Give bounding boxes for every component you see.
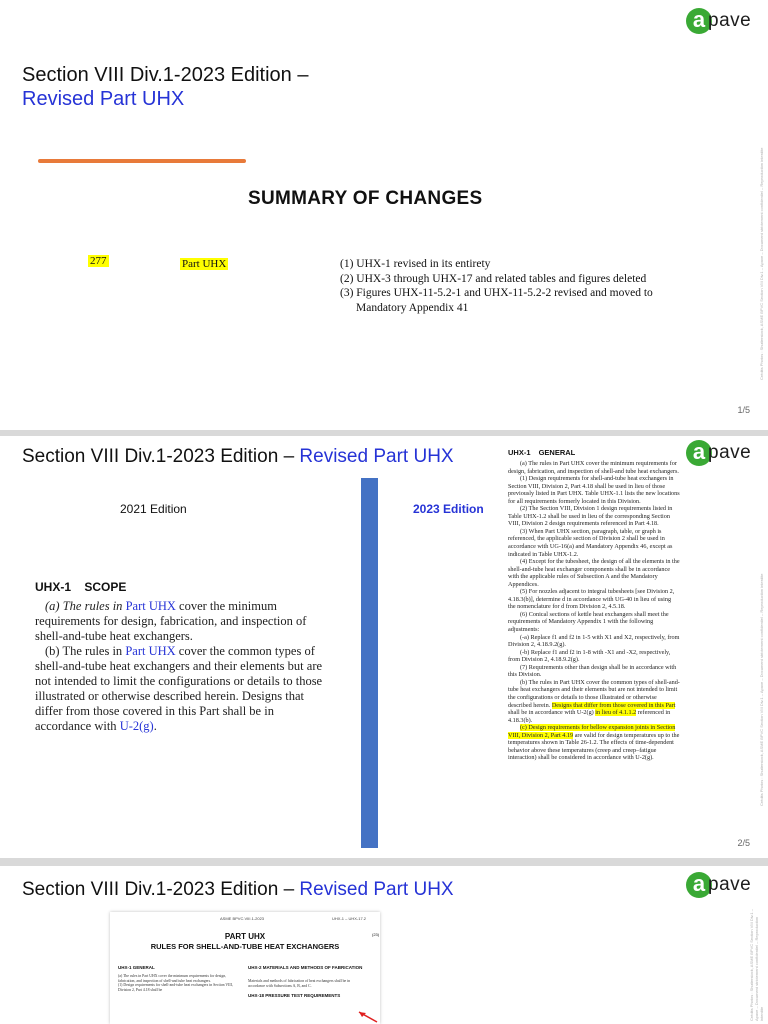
change-item: (3) Figures UHX-11-5.2-1 and UHX-11-5.2-2 revised and moved to [340,287,653,299]
general-para-b: (b) The rules in Part UHX cover the common types of shell-and-tube heat exchangers and their elements but are not intended to limit the configurations or details to those illustrated or otherwise described herein. Designs that differ from those covered in this Part shall be in accordance with U-2(g) in lieu of 4.1.1.2 referenced in 4.18.3(b). [508,678,680,724]
doc-right-text: Materials and methods of fabrication of heat exchangers shall be in accordance with Subsections A, B, and C. [248,979,351,988]
doc-left-para: (1) Design requirements for shell-and-tube heat exchangers in Section VIII, Division 2, Part 4.18 shall be [118,983,233,992]
slide-1-title-line1: Section VIII Div.1-2023 Edition – [22,64,309,86]
general-para: (-a) Replace f1 and f2 in 1-5 with X1 and X2, respectively, from Division 2, 4.18.9.2(g). [508,633,680,649]
doc-header-left: ASME BPVC.VIII.1-2023 [220,916,265,921]
highlight-bellow-joints: (c) Design requirements for bellow expansion joints in Section VIII, Division 2, Part 4.19 [508,724,676,739]
general-para: (-b) Replace f1 and f2 in 1-8 with -X1 and -X2, respectively, from Division 2, 4.18.9.2(g). [508,648,671,664]
doc-page-image [110,912,380,1024]
page-number: 1/5 [737,405,750,415]
page-ref-highlight: 277 [90,255,107,267]
slide-3 [0,866,768,1024]
part-uhx-link[interactable]: Part UHX [125,644,176,658]
logo-text: pave [708,442,752,463]
title-suffix: Revised Part UHX [299,446,454,467]
slide-3-title [22,879,454,901]
change-item: (1) UHX-1 revised in its entirety [340,258,491,270]
label-2021-edition: 2021 Edition [120,502,187,516]
slide-1 [0,0,768,430]
scope-text [35,599,325,734]
logo-circle: a [686,8,712,34]
orange-underline [38,159,246,163]
general-para: (6) Conical sections of kettle heat exchangers shall meet the requirements of Mandatory Appendix 1 with the following adjustments: [508,610,669,634]
doc-right-heading: UHX-2 MATERIALS AND METHODS OF FABRICATION [248,965,363,970]
doc-title: RULES FOR SHELL-AND-TUBE HEAT EXCHANGERS [150,942,340,951]
general-para: (2) The Section VIII, Division 1 design requirements listed in Table UHX-1.2 shall be used in lieu of the corresponding Section VIII, Division 2 design requirements referenced in Part 4.18. [508,505,673,528]
u2g-link[interactable]: U-2(g) [119,719,154,733]
general-para: (5) For nozzles adjacent to integral tubesheets [see Division 2, 4.18.3(b)], determine d in accordance with UG-40 in lieu of using the nomenclature for d from Division 2, 4.5.18. [508,588,675,611]
apave-logo [686,8,751,34]
legal-sidebar: Crédits Photos : Shutterstock, ASME BPVC Section VIII Div.1 – Apave – Document strictement confidentiel – Reproduction interdite [749,909,764,1021]
doc-right-heading2: UHX-18 PRESSURE TEST REQUIREMENTS [248,993,341,998]
edition-divider [361,478,378,848]
logo-circle: a [686,440,712,466]
change-item: (2) UHX-3 through UHX-17 and related tables and figures deleted [340,272,647,285]
page-number: 2/5 [737,838,750,848]
scope-para-b: (b) The rules in Part UHX cover the common types of shell-and-tube heat exchangers and their elements but are not intended to limit the configurations or details to those illustrated or otherwise described herein. Designs that differ from those covered in this Part shall be in accordance with U-2(g). [35,644,323,733]
general-para: (4) Except for the tubesheet, the design of all the elements in the shell-and-tube heat exchanger components shall be in accordance with the applicable rules of Subsection A and the Mandatory Appendices. [508,558,680,588]
general-heading: UHX-1 GENERAL [508,448,576,457]
doc-marker: (23) [372,932,380,937]
slide-1-title-line2: Revised Part UHX [22,88,185,110]
apave-logo [686,872,751,898]
doc-left-text [118,974,240,992]
legal-sidebar: Crédits Photos : Shutterstock, ASME BPVC Section VIII Div.1 – Apave – Document strictement confidentiel – Reproduction interdite [759,147,764,380]
general-para: (3) When Part UHX section, paragraph, table, or graph is referenced, the applicable section of Division 2 shall be used in accordance with UG-16(a) and Mandatory Appendix 46, except as indicated in Table UHX-1.2. [508,527,673,558]
part-ref-highlight: Part UHX [182,258,227,270]
change-item: Mandatory Appendix 41 [356,301,469,314]
apave-logo [686,440,751,466]
scope-para-a: (a) The rules in Part UHX cover the minimum requirements for design, fabrication, and inspection of shell-and-tube heat exchangers. [35,599,307,643]
doc-part: PART UHX [224,932,266,941]
highlight-designs-differ: Designs that differ from those covered in this Part [551,701,676,709]
general-para: (1) Design requirements for shell-and-tube heat exchangers in Section VIII, Division 2, Part 4.18 shall be used in lieu of those previously listed in Part UHX. Table UHX-1.1 lists the new locations for all requirements formerly located in this Division. [508,475,680,505]
changes-list [340,257,653,315]
highlight-in-lieu: in lieu of 4.1.1.2 [595,709,637,717]
legal-sidebar: Crédits Photos : Shutterstock, ASME BPVC Section VIII Div.1 – Apave – Document strictement confidentiel – Reproduction interdite [759,573,764,806]
summary-heading: SUMMARY OF CHANGES [248,188,483,209]
doc-left-para: (a) The rules in Part UHX cover the minimum requirements for design, fabrication, and inspection of shell-and tube heat exchangers. [118,974,227,983]
logo-circle: a [686,872,712,898]
general-text [508,460,680,762]
doc-left-heading: UHX-1 GENERAL [118,965,155,970]
slide-2-title [22,446,454,468]
general-para: (7) Requirements other than design shall be in accordance with this Division. [508,663,677,679]
general-para-c: (c) Design requirements for bellow expansion joints in Section VIII, Division 2, Part 4.19 are valid for design temperatures up to the temperatures shown in Table 26-1.2. The effects of time-dependent behavior above these temperatures (creep and creep–fatigue interaction) shall be considered in accordance with U-2(g). [508,724,680,762]
title-suffix: Revised Part UHX [299,879,454,900]
logo-text: pave [708,874,752,895]
doc-header-right: UHX-1 – UHX-17.2 [332,916,367,921]
part-uhx-link[interactable]: Part UHX [125,599,176,613]
label-2023-edition: 2023 Edition [413,502,484,516]
general-para: (a) The rules in Part UHX cover the minimum requirements for design, fabrication, and inspection of shell-and tube heat exchangers. [508,460,679,475]
red-arrow-icon [357,1010,381,1024]
title-prefix: Section VIII Div.1-2023 Edition – [22,446,300,467]
scope-heading: UHX-1 SCOPE [35,580,127,594]
logo-text: pave [708,10,752,31]
title-prefix: Section VIII Div.1-2023 Edition – [22,879,300,900]
slide-2 [0,436,768,858]
